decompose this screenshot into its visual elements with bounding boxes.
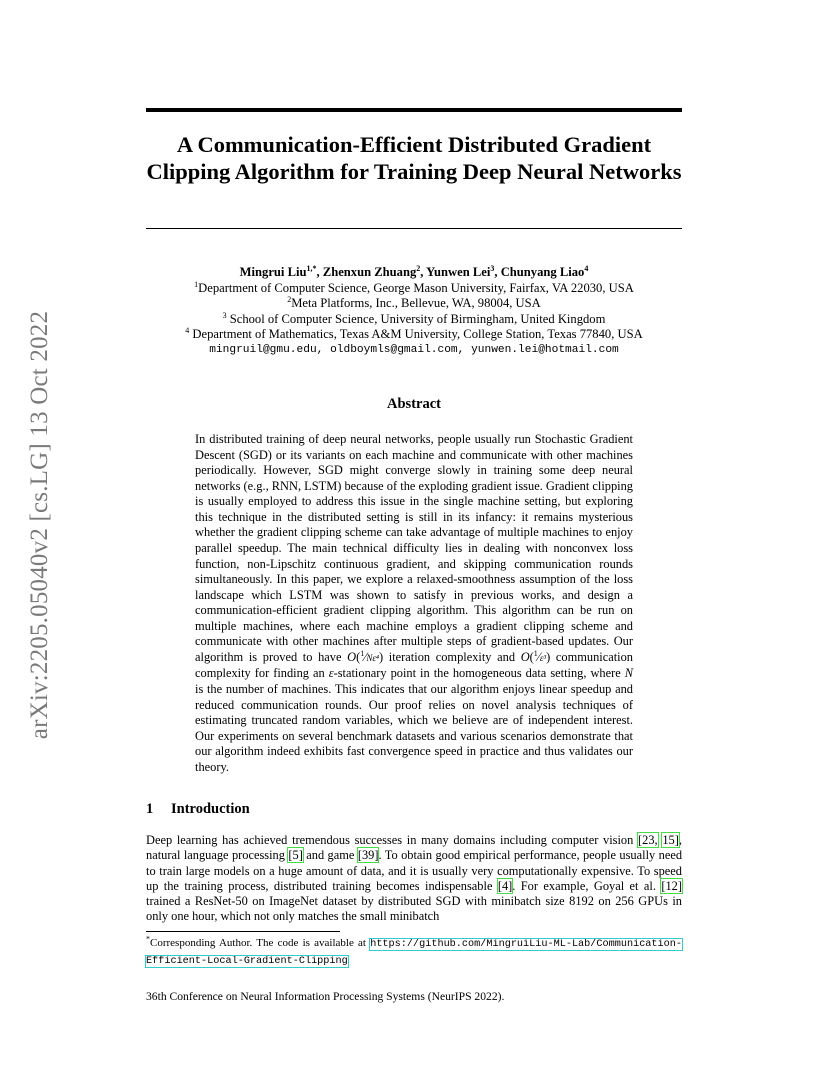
affiliation-text: School of Computer Science, University of Birmingham, United Kingdom: [226, 311, 606, 326]
citation-link[interactable]: [12]: [661, 878, 682, 893]
section-heading: [146, 801, 250, 818]
math-fraction-den: ε³: [539, 652, 547, 663]
footnote-mark: *: [146, 934, 150, 944]
intro-text: Deep learning has achieved tremendous successes in many domains including computer vision: [146, 833, 639, 847]
conference-venue: 36th Conference on Neural Information Processing Systems (NeurIPS 2022).: [146, 990, 505, 1003]
affiliation-text: Meta Platforms, Inc., Bellevue, WA, 98004, USA: [291, 296, 541, 311]
affiliation-mark: 3: [222, 310, 227, 320]
affiliation-line: [120, 296, 708, 312]
math-big-o: O: [520, 649, 530, 664]
title-bottom-rule: [146, 228, 682, 229]
affiliation-line: [120, 281, 708, 297]
affiliation-line: [120, 312, 708, 328]
author-emails: mingruil@gmu.edu, oldboymls@gmail.com, yunwen.lei@hotmail.com: [209, 343, 619, 356]
abstract-heading: Abstract: [387, 396, 441, 412]
citation-link[interactable]: [23,: [638, 833, 658, 847]
math-fraction-den: Nε⁴: [366, 652, 379, 663]
author-name: Chunyang Liao: [500, 265, 585, 279]
affiliation-mark: 2: [287, 295, 292, 304]
intro-text: , natural language processing: [146, 833, 682, 863]
math-big-o: O: [347, 649, 357, 664]
intro-paragraph: [146, 833, 682, 925]
abstract-text: communication complexity for finding an: [195, 649, 633, 681]
footnote: [146, 936, 682, 969]
abstract-text: -stationary point in the homogeneous data setting, where: [333, 666, 625, 681]
footnote-text: Corresponding Author. The code is available at: [150, 937, 371, 949]
abstract-text: is the number of machines. This indicates that our algorithm enjoys linear speedup and reduced communication rounds. Our proof relies on novel analysis techniques of estimating truncated random variables, which we believe are of independent interest. Our experiments on several benchmark datasets and various scenarios demonstrate that our algorithm indeed exhibits fast convergence speed in practice and thus validates our theory.: [195, 682, 633, 774]
author-names: Mingrui Liu$^{1,*}$, Zhenxun Zhuang$^2$, Yunwen Lei$^3$, Chunyang Liao$^4$: [239, 263, 589, 279]
math-fraction-num: 1: [360, 648, 365, 658]
affiliation-text: Department of Mathematics, Texas A&M University, College Station, Texas 77840, USA: [189, 327, 643, 342]
author-block: [120, 265, 708, 359]
math-epsilon: ε: [328, 666, 334, 681]
section-title: Introduction: [171, 801, 250, 817]
affiliation-mark: 4: [185, 326, 190, 336]
citation-link[interactable]: 15]: [662, 833, 679, 847]
abstract-body: In distributed training of deep neural networks, people usually run Stochastic Gradient Descent (SGD) or its variants on each machine and communicate with other machines periodically. However, SGD might converge slowly in training some deep neural networks (e.g., RNN, LSTM) because of the exploding gradient issue. Gradient clipping is usually employed to address this issue in the single machine setting, but exploring this technique in the distributed setting is still in its infancy: it remains mysterious whether the gradient clipping scheme can take advantage of multiple machines to enjoy parallel speedup. The main technical difficulty lies in dealing with nonconvex loss function, non-Lipschitz continuous gradient, and skipping communication rounds simultaneously. In this paper, we explore a relaxed-smoothness assumption of the loss landscape which LSTM was shown to satisfy in previous works, and design a communication-efficient gradient clipping algorithm. This algorithm can be run on multiple machines, where each machine employs a gradient clipping scheme and communicate with other machines after multiple steps of gradient-based updates. Our algorithm is proved to have O($^1$⁄Nε⁴) iteration complexity and O($^1$⁄ε³) communication complexity for finding an ε-stationary point in the homogeneous data setting, where N is the number of machines. This indicates that our algorithm enjoys linear speedup and reduced communication rounds. Our proof relies on novel analysis techniques of estimating truncated random variables, which we believe are of independent interest. Our experiments on several benchmark datasets and various scenarios demonstrate that our algorithm indeed exhibits fast convergence speed in practice and thus validates our theory.: [195, 432, 633, 774]
author-affiliation-mark: 2: [416, 263, 421, 273]
citation-link[interactable]: [39]: [357, 848, 379, 863]
footnote-rule: [146, 931, 340, 932]
abstract-text: iteration complexity and: [383, 649, 521, 664]
affiliation-line: [120, 327, 708, 343]
abstract-text: In distributed training of deep neural networks, people usually run Stochastic Gradient Descent (SGD) or its variants on each machine and communicate with other machines periodically. However, SGD might converge slowly in training some deep neural networks (e.g., RNN, LSTM) because of the exploding gradient issue. Gradient clipping is usually employed to address this issue in the single machine setting, but exploring this technique in the distributed setting is still in its infancy: it remains mysterious whether the gradient clipping scheme can take advantage of multiple machines to enjoy parallel speedup. The main technical difficulty lies in dealing with nonconvex loss function, non-Lipschitz continuous gradient, and skipping communication rounds simultaneously. In this paper, we explore a relaxed-smoothness assumption of the loss landscape which LSTM was shown to satisfy in previous works, and design a communication-efficient gradient clipping algorithm. This algorithm can be run on multiple machines, where each machine employs a gradient clipping scheme and communicate with other machines after multiple steps of gradient-based updates. Our algorithm is proved to have: [195, 432, 633, 664]
citation-link[interactable]: [5]: [288, 848, 303, 863]
section-number: 1: [146, 801, 154, 817]
author-affiliation-mark: 1,*: [306, 263, 317, 273]
paper-title: A Communication-Efficient Distributed Gradient Clipping Algorithm for Training Deep Neural Networks: [146, 132, 682, 184]
math-fraction-num: 1: [533, 648, 538, 658]
intro-text: . For example, Goyal et al.: [512, 878, 662, 893]
author-name: Zhenxun Zhuang: [322, 265, 417, 279]
affiliation-text: Department of Computer Science, George Mason University, Fairfax, VA 22030, USA: [198, 280, 634, 295]
author-affiliation-mark: 4: [584, 263, 589, 273]
intro-text: and game: [302, 848, 358, 863]
intro-text: trained a ResNet-50 on ImageNet dataset by distributed SGD with minibatch size 8192 on 256 GPUs in only one hour, which not only matches the small minibatch: [146, 894, 682, 924]
math-n: N: [624, 666, 633, 681]
intro-text: . To obtain good empirical performance, people usually need to train large models on a huge amount of data, and it is usually very computationally expensive. To speed up the training process, distributed training becomes indispensable: [146, 848, 683, 893]
citation-link[interactable]: [4]: [497, 878, 513, 893]
arxiv-identifier-text: arXiv:2205.05040v2 [cs.LG] 13 Oct 2022: [26, 310, 53, 740]
code-repository-link[interactable]: https://github.com/MingruiLiu-ML-Lab/Communication-Efficient-Local-Gradient-Clipping: [146, 939, 682, 967]
title-top-rule: [146, 108, 682, 112]
author-name: Mingrui Liu: [239, 265, 307, 279]
author-name: Yunwen Lei: [426, 265, 491, 279]
author-affiliation-mark: 3: [490, 263, 495, 273]
affiliation-mark: 1: [194, 279, 199, 289]
